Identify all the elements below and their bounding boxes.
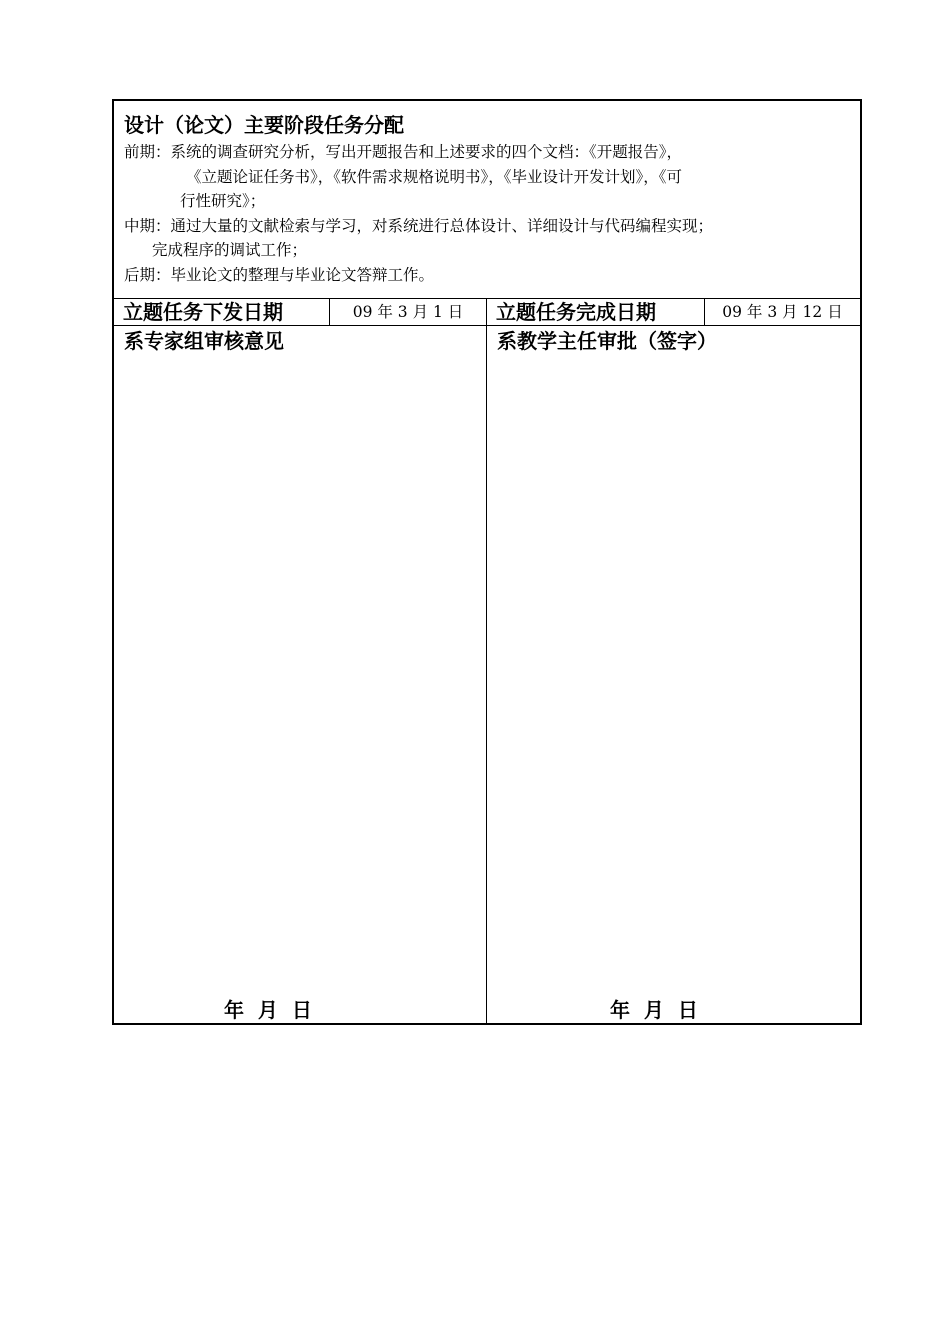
task-line-early: 前期：系统的调查研究分析，写出开题报告和上述要求的四个文档：《开题报告》， [124, 143, 683, 161]
task-line-early-cont-1: 《立题论证任务书》，《软件需求规格说明书》，《毕业设计开发计划》，《可 [186, 168, 683, 186]
task-line-early-cont-2: 行性研究》； [180, 192, 266, 210]
task-line-middle: 中期：通过大量的文献检索与学习，对系统进行总体设计、详细设计与代码编程实现； [124, 217, 714, 235]
expert-review-title: 系专家组审核意见 [124, 329, 284, 353]
task-assignment-form [112, 99, 862, 1025]
complete-date-label: 立题任务完成日期 [487, 299, 705, 325]
task-line-middle-cont: 完成程序的调试工作； [152, 241, 308, 259]
issue-date-value: 09 年 3 月 1 日 [330, 299, 487, 325]
director-approval-date: 年 月 日 [610, 998, 698, 1022]
issue-date-label: 立题任务下发日期 [114, 299, 330, 325]
stage-tasks-section [114, 101, 860, 299]
expert-review-date: 年 月 日 [224, 998, 312, 1022]
review-area [114, 326, 860, 1023]
stage-tasks-title: 设计（论文）主要阶段任务分配 [124, 113, 404, 137]
dates-row [114, 299, 860, 326]
director-approval-cell [487, 326, 860, 1023]
director-approval-title: 系教学主任审批（签字） [497, 329, 717, 353]
complete-date-value: 09 年 3 月 12 日 [722, 303, 843, 321]
expert-review-cell [114, 326, 487, 1023]
task-line-late: 后期：毕业论文的整理与毕业论文答辩工作。 [124, 266, 435, 284]
